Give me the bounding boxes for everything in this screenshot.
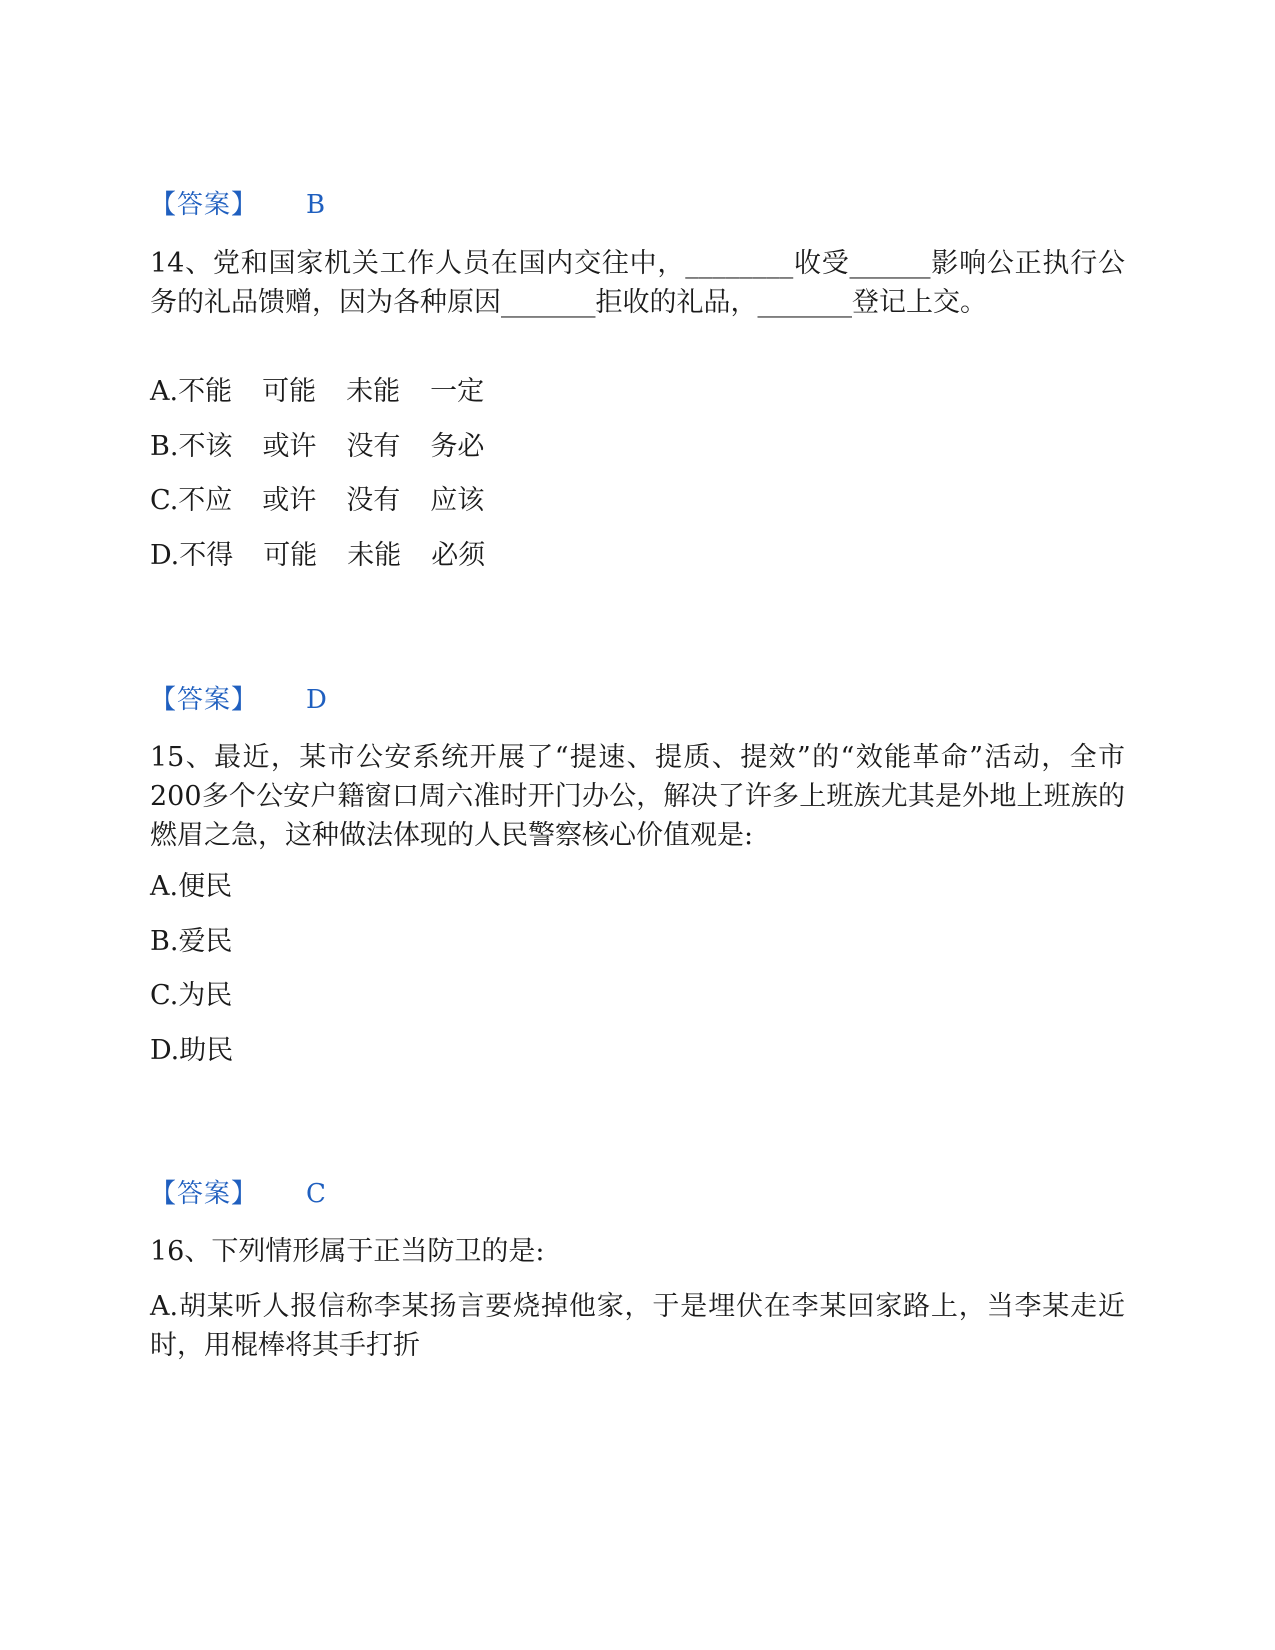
option-word: 不能 <box>178 376 233 407</box>
option-text: 胡某听人报信称李某扬言要烧掉他家，于是埋伏在李某回家路上，当李某走近时，用棍棒将其手打折 <box>150 1291 1125 1361</box>
option-word: 没有 <box>346 431 401 462</box>
option-label: A. <box>150 376 179 407</box>
answer-value: C <box>306 1179 326 1209</box>
option-word: 没有 <box>346 485 401 516</box>
option-word: 未能 <box>347 540 402 571</box>
question-15-option-a <box>150 870 1125 904</box>
question-15-option-b <box>150 925 1125 959</box>
option-word: 不应 <box>178 485 233 516</box>
option-word: 未能 <box>346 376 401 407</box>
question-15-text: 15、最近，某市公安系统开展了“提速、提质、提效”的“效能革命”活动，全市200多个公安户籍窗口周六准时开门办公，解决了许多上班族尤其是外地上班族的燃眉之急，这种做法体现的人民警察核心价值观是: <box>150 742 1125 851</box>
answer-line <box>150 1177 1125 1211</box>
question-14-option-d <box>150 539 1125 573</box>
question-14-option-a <box>150 375 1125 409</box>
option-label: D. <box>150 1035 180 1066</box>
answer-tag: 【答案】 <box>150 190 259 220</box>
option-label: B. <box>150 431 179 462</box>
answer-value: B <box>306 190 326 220</box>
option-text: 为民 <box>178 980 233 1011</box>
question-15-option-c <box>150 979 1125 1013</box>
option-text: 爱民 <box>178 926 233 957</box>
option-word: 务必 <box>430 431 485 462</box>
option-label: C. <box>150 980 179 1011</box>
question-14-text: 14、党和国家机关工作人员在国内交往中，________收受______影响公正执行公务的礼品馈赠，因为各种原因_______拒收的礼品，_______登记上交。 <box>150 248 1125 318</box>
question-14-option-b <box>150 430 1125 464</box>
option-text: 便民 <box>178 871 233 902</box>
option-word: 或许 <box>262 431 317 462</box>
answer-line <box>150 683 1125 717</box>
option-label: C. <box>150 485 179 516</box>
question-16-option-a <box>150 1287 1125 1365</box>
question-16-text: 16、下列情形属于正当防卫的是: <box>150 1236 545 1267</box>
option-word: 可能 <box>262 376 317 407</box>
option-word: 或许 <box>262 485 317 516</box>
option-word: 可能 <box>263 540 318 571</box>
answer-tag: 【答案】 <box>150 685 259 715</box>
option-word: 必须 <box>431 540 486 571</box>
option-word: 不得 <box>179 540 234 571</box>
option-label: A. <box>150 871 179 902</box>
question-14-option-c <box>150 484 1125 518</box>
option-word: 应该 <box>430 485 485 516</box>
option-word: 不该 <box>178 431 233 462</box>
option-text: 助民 <box>179 1035 234 1066</box>
answer-tag: 【答案】 <box>150 1179 259 1209</box>
answer-value: D <box>306 685 327 715</box>
option-label: D. <box>150 540 180 571</box>
option-word: 一定 <box>430 376 485 407</box>
answer-line <box>150 188 1125 222</box>
option-label: A. <box>150 1291 179 1322</box>
question-15-option-d <box>150 1034 1125 1068</box>
option-label: B. <box>150 926 179 957</box>
